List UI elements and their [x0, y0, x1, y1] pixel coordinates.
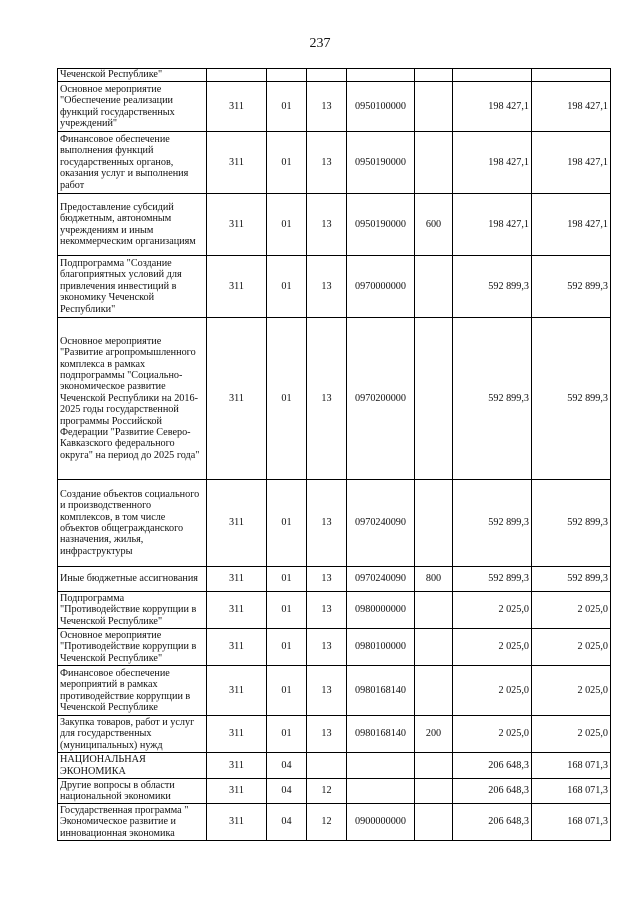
grbs-code: 311	[207, 318, 267, 480]
row-name: Основное мероприятие "Обеспечение реализации функций государственных учреждений"	[58, 82, 207, 132]
grbs-code: 311	[207, 256, 267, 318]
amount-year-1: 198 427,1	[453, 132, 532, 194]
table-row	[58, 753, 611, 779]
amount-year-1: 2 025,0	[453, 629, 532, 666]
table-row	[58, 592, 611, 629]
grbs-code: 311	[207, 629, 267, 666]
subsection-code	[307, 69, 347, 82]
grbs-code: 311	[207, 753, 267, 779]
grbs-code: 311	[207, 779, 267, 804]
amount-year-2: 592 899,3	[532, 567, 611, 592]
amount-year-1: 592 899,3	[453, 256, 532, 318]
expense-type-code	[415, 629, 453, 666]
amount-year-1: 206 648,3	[453, 753, 532, 779]
grbs-code: 311	[207, 592, 267, 629]
subsection-code: 13	[307, 480, 347, 567]
section-code: 04	[267, 753, 307, 779]
expense-type-code	[415, 82, 453, 132]
row-name: Основное мероприятие "Развитие агропромышленного комплекса в рамках подпрограммы "Социально-экономическое развитие Чеченской Республики на 2016-2025 годы государственной программы Российской Федерации "Развитие Северо-Кавказского федерального округа" на период до 2025 года"	[58, 318, 207, 480]
subsection-code: 13	[307, 567, 347, 592]
expense-type-code	[415, 132, 453, 194]
row-name: Финансовое обеспечение выполнения функций государственных органов, оказания услуг и выполнения работ	[58, 132, 207, 194]
subsection-code: 13	[307, 592, 347, 629]
target-article-code: 0980100000	[347, 629, 415, 666]
budget-table	[57, 68, 611, 841]
table-row	[58, 194, 611, 256]
table-row	[58, 132, 611, 194]
table-row	[58, 716, 611, 753]
row-name: Закупка товаров, работ и услуг для государственных (муниципальных) нужд	[58, 716, 207, 753]
target-article-code: 0970200000	[347, 318, 415, 480]
amount-year-2: 168 071,3	[532, 779, 611, 804]
table-row	[58, 804, 611, 841]
subsection-code: 13	[307, 318, 347, 480]
expense-type-code: 800	[415, 567, 453, 592]
target-article-code: 0950100000	[347, 82, 415, 132]
amount-year-1: 2 025,0	[453, 666, 532, 716]
target-article-code: 0970000000	[347, 256, 415, 318]
row-name: Основное мероприятие "Противодействие коррупции в Чеченской Республике"	[58, 629, 207, 666]
expense-type-code	[415, 779, 453, 804]
grbs-code: 311	[207, 480, 267, 567]
row-name: Подпрограмма "Противодействие коррупции в Чеченской Республике"	[58, 592, 207, 629]
table-row	[58, 256, 611, 318]
expense-type-code	[415, 480, 453, 567]
table-row	[58, 318, 611, 480]
row-name: Создание объектов социального и производственного комплексов, в том числе объектов общегражданского назначения, жилья, инфраструктуры	[58, 480, 207, 567]
table-row	[58, 629, 611, 666]
page-number: 237	[309, 36, 331, 51]
grbs-code: 311	[207, 666, 267, 716]
subsection-code: 13	[307, 132, 347, 194]
amount-year-2: 592 899,3	[532, 480, 611, 567]
amount-year-1	[453, 69, 532, 82]
section-code: 01	[267, 256, 307, 318]
amount-year-2: 2 025,0	[532, 629, 611, 666]
grbs-code: 311	[207, 194, 267, 256]
amount-year-2: 168 071,3	[532, 753, 611, 779]
expense-type-code	[415, 592, 453, 629]
amount-year-2: 592 899,3	[532, 256, 611, 318]
amount-year-2: 2 025,0	[532, 716, 611, 753]
subsection-code: 13	[307, 629, 347, 666]
amount-year-2: 2 025,0	[532, 592, 611, 629]
amount-year-1: 206 648,3	[453, 779, 532, 804]
target-article-code	[347, 69, 415, 82]
subsection-code: 13	[307, 194, 347, 256]
amount-year-1: 198 427,1	[453, 194, 532, 256]
subsection-code: 13	[307, 666, 347, 716]
grbs-code: 311	[207, 82, 267, 132]
subsection-code: 12	[307, 779, 347, 804]
row-name: Иные бюджетные ассигнования	[58, 567, 207, 592]
amount-year-2: 2 025,0	[532, 666, 611, 716]
target-article-code: 0950190000	[347, 194, 415, 256]
grbs-code: 311	[207, 132, 267, 194]
amount-year-2: 198 427,1	[532, 82, 611, 132]
section-code	[267, 69, 307, 82]
subsection-code: 12	[307, 804, 347, 841]
section-code: 01	[267, 629, 307, 666]
table-row	[58, 779, 611, 804]
target-article-code: 0980168140	[347, 716, 415, 753]
amount-year-1: 2 025,0	[453, 716, 532, 753]
row-name: НАЦИОНАЛЬНАЯ ЭКОНОМИКА	[58, 753, 207, 779]
amount-year-1: 198 427,1	[453, 82, 532, 132]
section-code: 01	[267, 666, 307, 716]
amount-year-2: 198 427,1	[532, 132, 611, 194]
table-row	[58, 480, 611, 567]
subsection-code: 13	[307, 82, 347, 132]
target-article-code	[347, 753, 415, 779]
expense-type-code	[415, 69, 453, 82]
row-name: Другие вопросы в области национальной экономики	[58, 779, 207, 804]
target-article-code	[347, 779, 415, 804]
subsection-code	[307, 753, 347, 779]
target-article-code: 0950190000	[347, 132, 415, 194]
amount-year-2	[532, 69, 611, 82]
row-name: Чеченской Республике"	[58, 69, 207, 82]
section-code: 01	[267, 132, 307, 194]
target-article-code: 0980168140	[347, 666, 415, 716]
section-code: 01	[267, 716, 307, 753]
expense-type-code	[415, 666, 453, 716]
table-row	[58, 69, 611, 82]
subsection-code: 13	[307, 256, 347, 318]
target-article-code: 0970240090	[347, 480, 415, 567]
grbs-code	[207, 69, 267, 82]
amount-year-2: 592 899,3	[532, 318, 611, 480]
section-code: 01	[267, 567, 307, 592]
section-code: 04	[267, 779, 307, 804]
row-name: Подпрограмма "Создание благоприятных условий для привлечения инвестиций в экономику Чеченской Республики"	[58, 256, 207, 318]
target-article-code: 0970240090	[347, 567, 415, 592]
section-code: 01	[267, 194, 307, 256]
amount-year-2: 168 071,3	[532, 804, 611, 841]
amount-year-1: 592 899,3	[453, 318, 532, 480]
row-name: Финансовое обеспечение мероприятий в рамках противодействие коррупции в Чеченской Республике	[58, 666, 207, 716]
target-article-code: 0980000000	[347, 592, 415, 629]
expense-type-code: 600	[415, 194, 453, 256]
subsection-code: 13	[307, 716, 347, 753]
section-code: 01	[267, 82, 307, 132]
expense-type-code	[415, 318, 453, 480]
section-code: 01	[267, 318, 307, 480]
amount-year-2: 198 427,1	[532, 194, 611, 256]
table-row	[58, 567, 611, 592]
grbs-code: 311	[207, 567, 267, 592]
grbs-code: 311	[207, 716, 267, 753]
grbs-code: 311	[207, 804, 267, 841]
expense-type-code	[415, 256, 453, 318]
amount-year-1: 206 648,3	[453, 804, 532, 841]
section-code: 04	[267, 804, 307, 841]
table-row	[58, 82, 611, 132]
expense-type-code	[415, 753, 453, 779]
amount-year-1: 2 025,0	[453, 592, 532, 629]
expense-type-code: 200	[415, 716, 453, 753]
table-row	[58, 666, 611, 716]
amount-year-1: 592 899,3	[453, 480, 532, 567]
row-name: Предоставление субсидий бюджетным, автономным учреждениям и иным некоммерческим организациям	[58, 194, 207, 256]
section-code: 01	[267, 592, 307, 629]
expense-type-code	[415, 804, 453, 841]
amount-year-1: 592 899,3	[453, 567, 532, 592]
target-article-code: 0900000000	[347, 804, 415, 841]
section-code: 01	[267, 480, 307, 567]
row-name: Государственная программа " Экономическое развитие и инновационная экономика	[58, 804, 207, 841]
